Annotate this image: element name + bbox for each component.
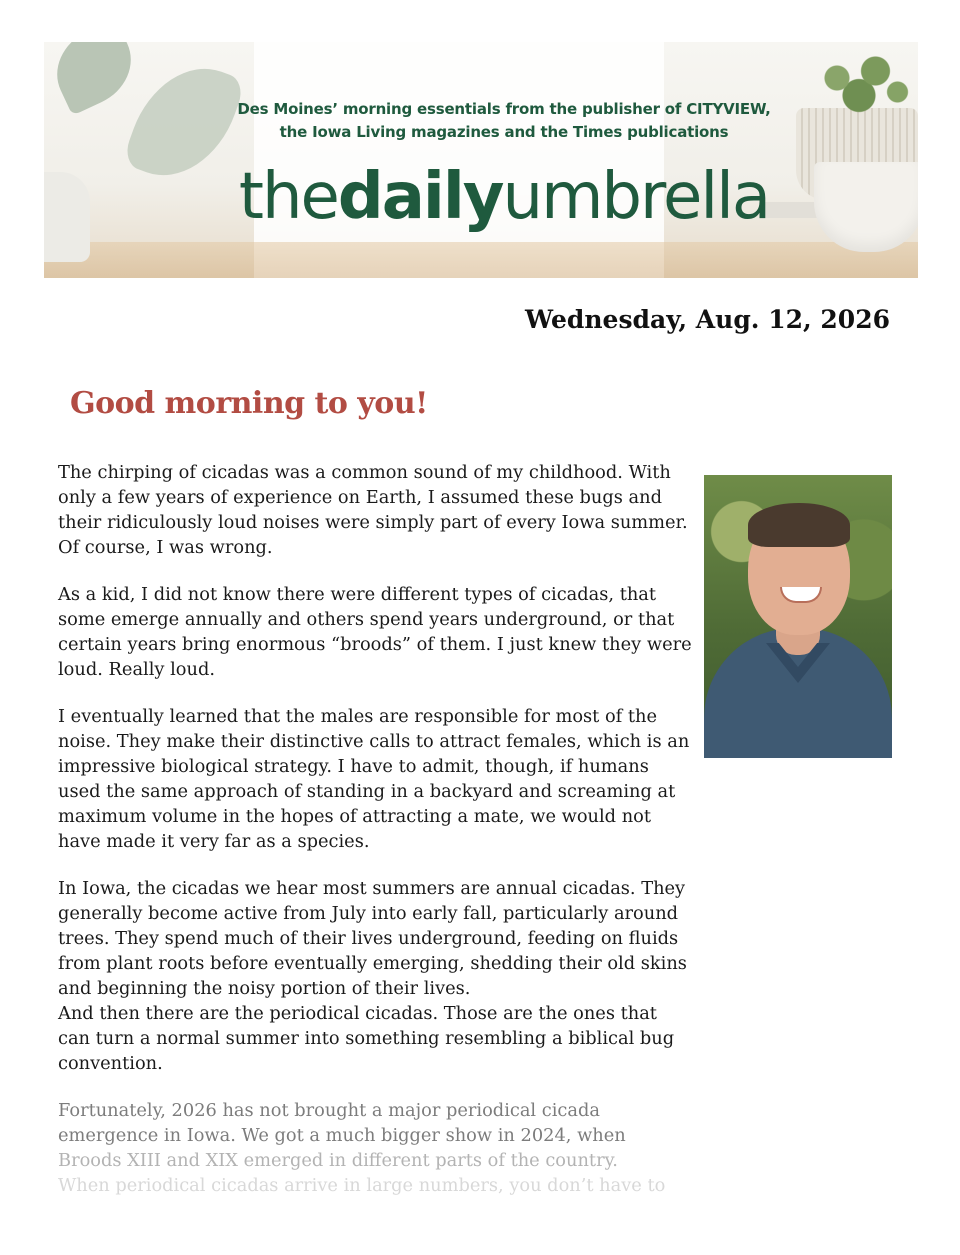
paragraph: In Iowa, the cicadas we hear most summers are annual cicadas. They generally become active from July into early fall, particularly around trees. They spend much of their lives underground, feeding on fluids from plant roots before eventually emerging, shedding their old skins and beginning the noisy portion of their lives.: [58, 878, 687, 999]
author-photo: [704, 475, 892, 758]
greeting-heading: Good morning to you!: [70, 386, 428, 421]
header-banner: [44, 42, 918, 278]
leaf-decoration: [44, 42, 145, 116]
paragraph-line: When periodical cicadas arrive in large numbers, you don’t have to: [58, 1175, 666, 1196]
tagline-line-1: Des Moines’ morning essentials from the publisher of CITYVIEW,: [237, 100, 771, 118]
bowl-decoration: [814, 162, 918, 252]
logo-part-umbrella: umbrella: [502, 160, 770, 234]
paragraph: As a kid, I did not know there were different types of cicadas, that some emerge annually and others spend years underground, or that certain years bring enormous “broods” of them. I just knew they were loud. Really loud.: [58, 584, 692, 680]
paragraph: I eventually learned that the males are responsible for most of the noise. They make their distinctive calls to attract females, which is an impressive biological strategy. I have to admit, though, if humans used the same approach of standing in a backyard and screaming at maximum volume in the hopes of attracting a mate, we would not have made it very far as a species.: [58, 706, 690, 852]
paragraph: The chirping of cicadas was a common sound of my childhood. With only a few years of experience on Earth, I assumed these bugs and their ridiculously loud noises were simply part of every Iowa summer. Of course, I was wrong.: [58, 462, 688, 558]
tagline-line-2: the Iowa Living magazines and the Times publications: [279, 123, 729, 141]
plant-decoration: [804, 50, 914, 120]
banner-tagline: [224, 98, 784, 144]
article-body: [58, 460, 692, 1198]
logo-part-the: the: [238, 160, 338, 234]
logo-part-daily: daily: [337, 160, 503, 234]
paragraph: And then there are the periodical cicadas. Those are the ones that can turn a normal summer into something resembling a biblical bug convention.: [58, 1003, 675, 1074]
vase-decoration: [44, 172, 90, 262]
paragraph: Fortunately, 2026 has not brought a major periodical cicada emergence in Iowa. We got a much bigger show in 2024, when: [58, 1100, 626, 1146]
issue-date: Wednesday, Aug. 12, 2026: [524, 305, 890, 334]
logo: [204, 160, 804, 234]
paragraph-line: Broods XIII and XIX emerged in different parts of the country.: [58, 1150, 618, 1171]
